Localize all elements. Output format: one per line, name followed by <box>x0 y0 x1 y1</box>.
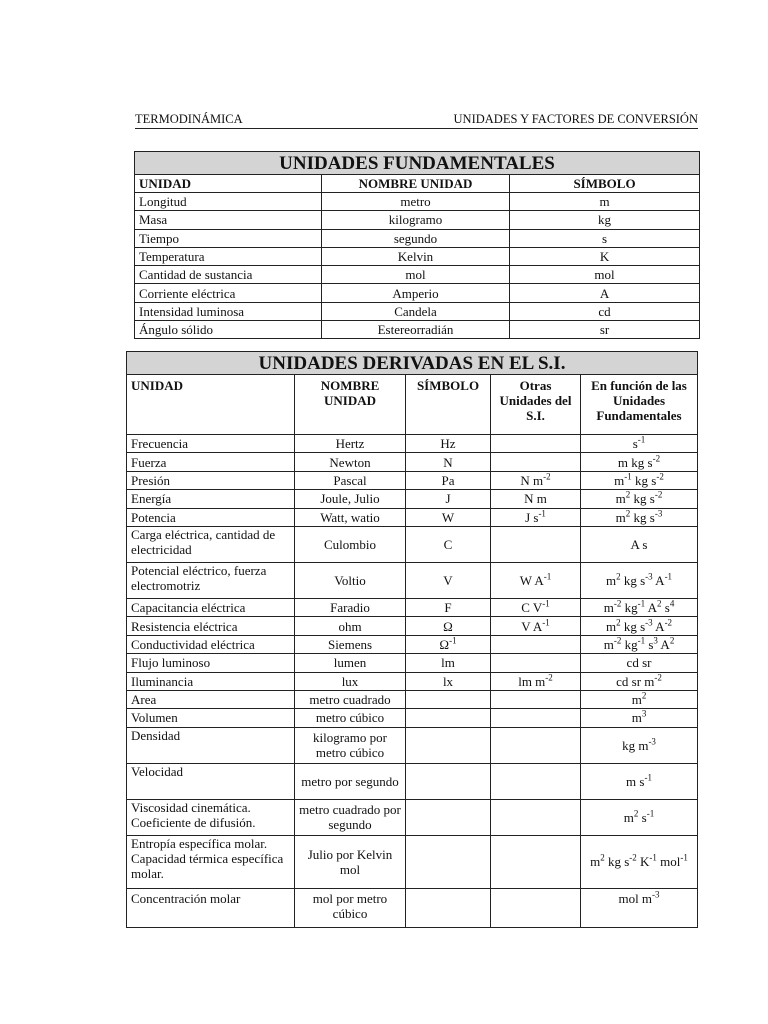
table-cell: Newton <box>295 453 406 471</box>
table-cell: Ω <box>406 617 491 635</box>
table-row <box>127 690 698 708</box>
table-title: UNIDADES DERIVADAS EN EL S.I. <box>127 352 698 375</box>
table-cell: J <box>406 490 491 508</box>
table-cell: metro cuadrado <box>295 690 406 708</box>
fundamental-units-table <box>134 151 700 339</box>
column-header: NOMBRE UNIDAD <box>322 175 510 193</box>
table-cell: kg $m^{-3}$ <box>581 727 698 763</box>
table-cell <box>491 453 581 471</box>
table-cell: W $A^{-1}$ <box>491 562 581 598</box>
table-cell: Densidad <box>127 727 295 763</box>
table-cell <box>491 709 581 727</box>
table-cell: Frecuencia <box>127 435 295 453</box>
table-cell <box>406 799 491 835</box>
table-cell <box>491 835 581 888</box>
table-cell <box>406 690 491 708</box>
table-cell: N $m^{-2}$ <box>491 471 581 489</box>
table-cell: $m^2$ $s^{-1}$ <box>581 799 698 835</box>
table-cell: $m^3$ <box>581 709 698 727</box>
table-row <box>135 284 700 302</box>
table-cell: lm <box>406 654 491 672</box>
table-row <box>127 654 698 672</box>
table-cell: V <box>406 562 491 598</box>
table-row <box>127 617 698 635</box>
table-cell: $m^{-1}$ kg $s^{-2}$ <box>581 471 698 489</box>
table-title: UNIDADES FUNDAMENTALES <box>135 152 700 175</box>
table-cell: Masa <box>135 211 322 229</box>
table-cell: $m^2$ kg $s^{-3}$ <box>581 508 698 526</box>
table-row <box>127 598 698 616</box>
table-cell: metro por segundo <box>295 763 406 799</box>
table-cell: Joule, Julio <box>295 490 406 508</box>
table-cell: Tiempo <box>135 229 322 247</box>
table-cell: Velocidad <box>127 763 295 799</box>
table-cell: Area <box>127 690 295 708</box>
table-cell: $m^2$ kg $s^{-2}$ $K^{-1}$ mol$^{-1}$ <box>581 835 698 888</box>
table-cell: m $s^{-1}$ <box>581 763 698 799</box>
header-rule <box>135 128 698 129</box>
table-cell: mol por metro cúbico <box>295 888 406 927</box>
table-cell: C $V^{-1}$ <box>491 598 581 616</box>
table-cell: metro <box>322 193 510 211</box>
table-cell: Carga eléctrica, cantidad de electricidad <box>127 526 295 562</box>
table-cell: Watt, watio <box>295 508 406 526</box>
table-cell: Presión <box>127 471 295 489</box>
table-cell: $m^2$ kg $s^{-3}$ $A^{-2}$ <box>581 617 698 635</box>
table-row <box>135 193 700 211</box>
column-header: UNIDAD <box>135 175 322 193</box>
table-cell: Voltio <box>295 562 406 598</box>
header-right: UNIDADES Y FACTORES DE CONVERSIÓN <box>453 112 698 126</box>
table-cell: Cantidad de sustancia <box>135 266 322 284</box>
table-cell: lumen <box>295 654 406 672</box>
table-cell: Potencia <box>127 508 295 526</box>
table-cell: Resistencia eléctrica <box>127 617 295 635</box>
table-cell: Pascal <box>295 471 406 489</box>
table-row <box>135 266 700 284</box>
derived-units-table <box>126 351 698 928</box>
table-row <box>135 321 700 339</box>
table-cell: Concentración molar <box>127 888 295 927</box>
table-cell <box>491 526 581 562</box>
table-cell: Candela <box>322 302 510 320</box>
table-cell: $\Omega^{-1}$ <box>406 635 491 653</box>
table-cell: sr <box>510 321 700 339</box>
table-cell: m <box>510 193 700 211</box>
table-cell: $m^{-2}$ $kg^{-1}$ $s^3$ $A^2$ <box>581 635 698 653</box>
table-cell: Viscosidad cinemática. Coeficiente de difusión. <box>127 799 295 835</box>
table-cell <box>491 690 581 708</box>
table-cell: Intensidad luminosa <box>135 302 322 320</box>
table-cell: A s <box>581 526 698 562</box>
table-cell: cd sr <box>581 654 698 672</box>
table-row <box>127 635 698 653</box>
table-row <box>127 490 698 508</box>
table-cell <box>406 763 491 799</box>
table-cell: A <box>510 284 700 302</box>
table-cell: Culombio <box>295 526 406 562</box>
table-row <box>127 799 698 835</box>
table-row <box>127 526 698 562</box>
table-cell: mol $m^{-3}$ <box>581 888 698 927</box>
table-cell: J $s^{-1}$ <box>491 508 581 526</box>
table-cell: Iluminancia <box>127 672 295 690</box>
table-cell: metro cuadrado por segundo <box>295 799 406 835</box>
table-cell: Faradio <box>295 598 406 616</box>
table-cell: Conductividad eléctrica <box>127 635 295 653</box>
table-cell: Hertz <box>295 435 406 453</box>
table-cell: $m^2$ <box>581 690 698 708</box>
table-row <box>127 562 698 598</box>
table-cell: F <box>406 598 491 616</box>
table-row <box>135 211 700 229</box>
table-row <box>127 672 698 690</box>
column-header: SÍMBOLO <box>510 175 700 193</box>
table-cell: Volumen <box>127 709 295 727</box>
table-row <box>127 835 698 888</box>
column-header: En función de las Unidades Fundamentales <box>581 375 698 435</box>
table-cell: Hz <box>406 435 491 453</box>
table-cell: $s^{-1}$ <box>581 435 698 453</box>
table-row <box>127 435 698 453</box>
table-row <box>127 763 698 799</box>
table-row <box>135 302 700 320</box>
table-cell: Entropía específica molar. Capacidad térmica específica molar. <box>127 835 295 888</box>
table-cell <box>491 888 581 927</box>
table-cell: C <box>406 526 491 562</box>
table-cell <box>406 888 491 927</box>
table-cell: K <box>510 247 700 265</box>
table-row <box>127 888 698 927</box>
table-row <box>127 508 698 526</box>
column-header: UNIDAD <box>127 375 295 435</box>
table-cell: Fuerza <box>127 453 295 471</box>
table-row <box>127 727 698 763</box>
table-cell: lx <box>406 672 491 690</box>
table-cell: $m^2$ kg $s^{-2}$ <box>581 490 698 508</box>
table-row <box>127 471 698 489</box>
table-row <box>135 247 700 265</box>
table-cell: m kg $s^{-2}$ <box>581 453 698 471</box>
table-cell: ohm <box>295 617 406 635</box>
table-cell: Amperio <box>322 284 510 302</box>
table-cell: Temperatura <box>135 247 322 265</box>
table-cell: $m^2$ kg $s^{-3}$ $A^{-1}$ <box>581 562 698 598</box>
table-cell: N <box>406 453 491 471</box>
table-cell: Longitud <box>135 193 322 211</box>
column-header: SÍMBOLO <box>406 375 491 435</box>
table-cell: Energía <box>127 490 295 508</box>
table-cell: Pa <box>406 471 491 489</box>
table-cell: N m <box>491 490 581 508</box>
table-cell <box>406 727 491 763</box>
table-row <box>127 709 698 727</box>
header-left: TERMODINÁMICA <box>135 112 243 126</box>
table-cell: s <box>510 229 700 247</box>
table-cell: V $A^{-1}$ <box>491 617 581 635</box>
table-cell <box>491 635 581 653</box>
table-cell: mol <box>322 266 510 284</box>
table-cell: Potencial eléctrico, fuerza electromotriz <box>127 562 295 598</box>
table-cell <box>406 835 491 888</box>
table-cell: Siemens <box>295 635 406 653</box>
table-cell: cd sr $m^{-2}$ <box>581 672 698 690</box>
table-cell <box>406 709 491 727</box>
table-cell: lux <box>295 672 406 690</box>
table-row <box>135 229 700 247</box>
table-cell: lm $m^{-2}$ <box>491 672 581 690</box>
table-cell: Julio por Kelvin mol <box>295 835 406 888</box>
table-cell <box>491 799 581 835</box>
table-cell: segundo <box>322 229 510 247</box>
table-cell: kilogramo por metro cúbico <box>295 727 406 763</box>
table-cell <box>491 727 581 763</box>
column-header: Otras Unidades del S.I. <box>491 375 581 435</box>
table-cell: $m^{-2}$ $kg^{-1}$ $A^2$ $s^4$ <box>581 598 698 616</box>
table-cell: Ángulo sólido <box>135 321 322 339</box>
table-cell: Estereorradián <box>322 321 510 339</box>
table-cell: cd <box>510 302 700 320</box>
table-cell <box>491 654 581 672</box>
table-cell: mol <box>510 266 700 284</box>
table-cell: W <box>406 508 491 526</box>
table-cell: Corriente eléctrica <box>135 284 322 302</box>
column-header: NOMBRE UNIDAD <box>295 375 406 435</box>
table-cell <box>491 435 581 453</box>
table-row <box>127 453 698 471</box>
table-cell <box>491 763 581 799</box>
table-cell: Kelvin <box>322 247 510 265</box>
table-cell: metro cúbico <box>295 709 406 727</box>
table-cell: kilogramo <box>322 211 510 229</box>
table-cell: Capacitancia eléctrica <box>127 598 295 616</box>
table-cell: Flujo luminoso <box>127 654 295 672</box>
table-cell: kg <box>510 211 700 229</box>
